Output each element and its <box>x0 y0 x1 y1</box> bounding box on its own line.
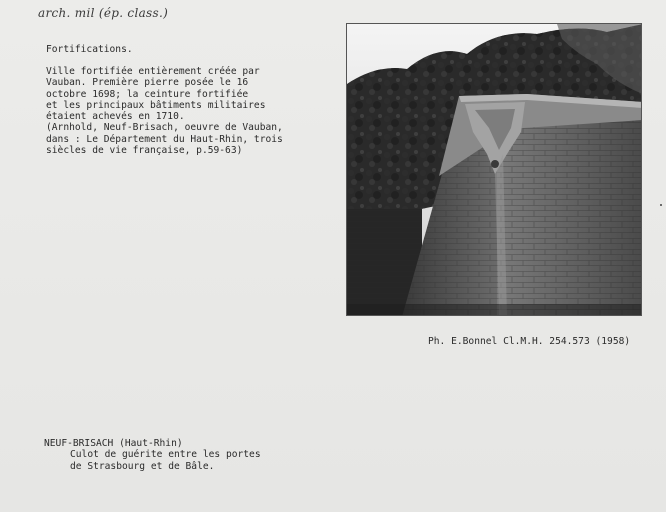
caption-line: de Strasbourg et de Bâle. <box>70 460 215 472</box>
handwritten-annotation: arch. mil (ép. class.) <box>38 6 169 20</box>
photo-illustration <box>347 24 642 316</box>
description-line: octobre 1698; la ceinture fortifiée <box>46 88 249 100</box>
photo-caption <box>44 438 261 472</box>
description-line: dans : Le Département du Haut-Rhin, trois <box>46 133 283 145</box>
ink-dot <box>660 204 662 206</box>
description-text <box>46 66 336 156</box>
photo-credit: Ph. E.Bonnel Cl.M.H. 254.573 (1958) <box>428 336 631 347</box>
description-line: Ville fortifiée entièrement créée par <box>46 66 260 77</box>
description-line: siècles de vie française, p.59-63) <box>46 145 243 157</box>
caption-line: Culot de guérite entre les portes <box>70 449 261 461</box>
fortification-photo <box>346 23 642 316</box>
caption-place: NEUF-BRISACH (Haut-Rhin) <box>44 438 183 449</box>
description-line: et les principaux bâtiments militaires <box>46 99 266 111</box>
description-line: (Arnhold, Neuf-Brisach, oeuvre de Vauban, <box>46 122 283 134</box>
description-line: étaient achevés en 1710. <box>46 111 185 123</box>
description-line: Vauban. Première pierre posée le 16 <box>46 77 249 89</box>
section-title: Fortifications. <box>46 44 133 55</box>
